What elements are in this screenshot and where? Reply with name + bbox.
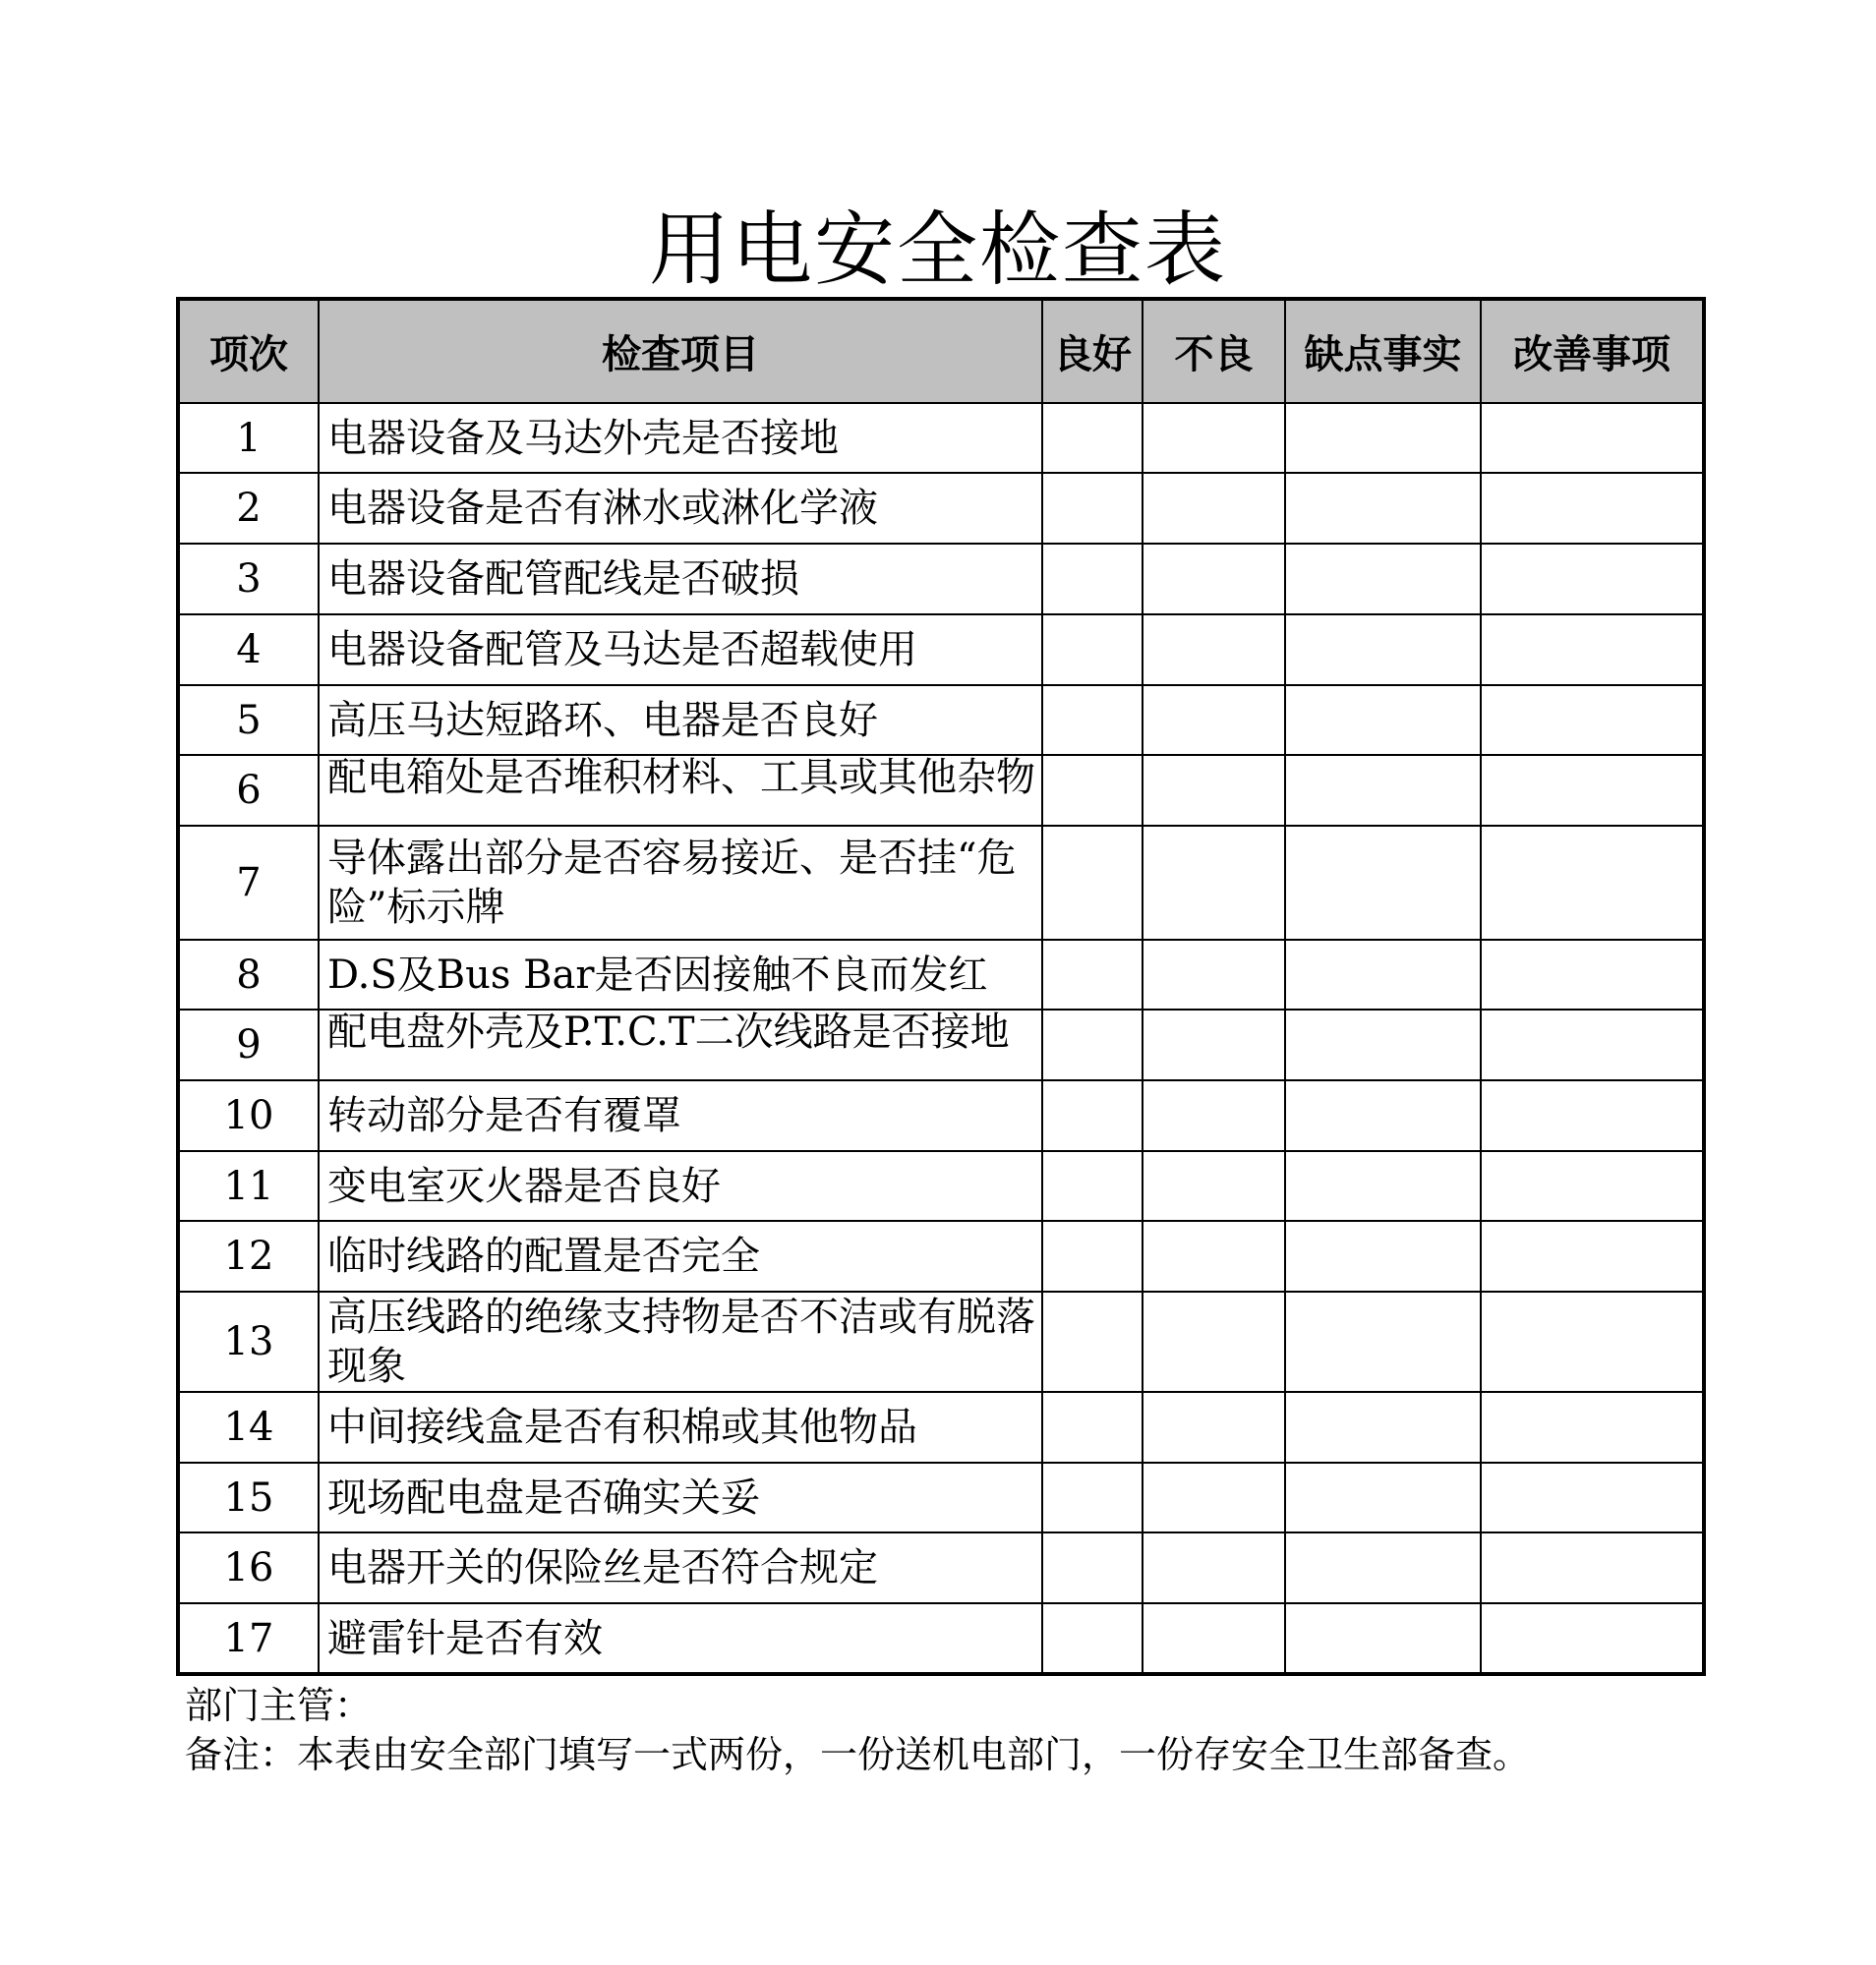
table-row [178,1292,1704,1392]
table-row [178,755,1704,826]
row-item: 电器设备配管配线是否破损 [319,544,1042,614]
bad-cell[interactable] [1143,614,1285,685]
improvement-cell[interactable] [1481,614,1704,685]
row-item [319,1010,1042,1080]
improvement-cell[interactable] [1481,1221,1704,1292]
bad-cell[interactable] [1143,826,1285,940]
table-header-row [178,299,1704,403]
bad-cell[interactable] [1143,755,1285,826]
column-header-bad: 不良 [1143,299,1285,403]
defect-facts-cell[interactable] [1285,755,1481,826]
bad-cell[interactable] [1143,1292,1285,1392]
row-item: 避雷针是否有效 [319,1603,1042,1674]
good-cell[interactable] [1042,1392,1143,1463]
row-item: 变电室灭火器是否良好 [319,1151,1042,1221]
table-row [178,1080,1704,1151]
improvement-cell[interactable] [1481,473,1704,544]
improvement-cell[interactable] [1481,544,1704,614]
good-cell[interactable] [1042,685,1143,755]
bad-cell[interactable] [1143,1392,1285,1463]
row-item-text: 配电箱处是否堆积材料、工具或其他杂物 [327,756,1035,800]
row-number: 16 [178,1532,319,1603]
improvement-cell[interactable] [1481,1532,1704,1603]
supervisor-label: 部门主管： [185,1684,373,1727]
improvement-cell[interactable] [1481,1603,1704,1674]
row-item: 电器设备配管及马达是否超载使用 [319,614,1042,685]
good-cell[interactable] [1042,1463,1143,1532]
good-cell[interactable] [1042,544,1143,614]
good-cell[interactable] [1042,614,1143,685]
row-number: 11 [178,1151,319,1221]
bad-cell[interactable] [1143,1463,1285,1532]
improvement-cell[interactable] [1481,1080,1704,1151]
good-cell[interactable] [1042,1010,1143,1080]
row-item [319,755,1042,826]
row-item: 转动部分是否有覆罩 [319,1080,1042,1151]
row-item: 现场配电盘是否确实关妥 [319,1463,1042,1532]
defect-facts-cell[interactable] [1285,1532,1481,1603]
row-number: 1 [178,403,319,473]
defect-facts-cell[interactable] [1285,544,1481,614]
column-header-item: 检查项目 [319,299,1042,403]
improvement-cell[interactable] [1481,1292,1704,1392]
defect-facts-cell[interactable] [1285,1292,1481,1392]
bad-cell[interactable] [1143,1603,1285,1674]
row-number: 2 [178,473,319,544]
table-row [178,1151,1704,1221]
table-row [178,473,1704,544]
improvement-cell[interactable] [1481,826,1704,940]
page-title: 用电安全检查表 [648,203,1227,297]
table-row [178,614,1704,685]
row-number: 15 [178,1463,319,1532]
defect-facts-cell[interactable] [1285,614,1481,685]
defect-facts-cell[interactable] [1285,685,1481,755]
table-row [178,1603,1704,1674]
good-cell[interactable] [1042,1221,1143,1292]
row-item: 高压马达短路环、电器是否良好 [319,685,1042,755]
table-row [178,403,1704,473]
row-item-text: 配电盘外壳及P.T.C.T二次线路是否接地 [327,1011,1010,1055]
table-row [178,544,1704,614]
improvement-cell[interactable] [1481,403,1704,473]
row-number: 13 [178,1292,319,1392]
bad-cell[interactable] [1143,1532,1285,1603]
row-number: 17 [178,1603,319,1674]
row-number: 7 [178,826,319,940]
defect-facts-cell[interactable] [1285,826,1481,940]
improvement-cell[interactable] [1481,685,1704,755]
improvement-cell[interactable] [1481,1151,1704,1221]
bad-cell[interactable] [1143,403,1285,473]
row-item: 电器设备及马达外壳是否接地 [319,403,1042,473]
table-row [178,826,1704,940]
column-header-no: 项次 [178,299,319,403]
bad-cell[interactable] [1143,1221,1285,1292]
good-cell[interactable] [1042,473,1143,544]
defect-facts-cell[interactable] [1285,473,1481,544]
row-item: 中间接线盒是否有积棉或其他物品 [319,1392,1042,1463]
defect-facts-cell[interactable] [1285,940,1481,1010]
row-number: 9 [178,1010,319,1080]
column-header-improvement: 改善事项 [1481,299,1704,403]
defect-facts-cell[interactable] [1285,1221,1481,1292]
column-header-defect-facts: 缺点事实 [1285,299,1481,403]
row-item: 电器开关的保险丝是否符合规定 [319,1532,1042,1603]
bad-cell[interactable] [1143,473,1285,544]
good-cell[interactable] [1042,1603,1143,1674]
bad-cell[interactable] [1143,1151,1285,1221]
good-cell[interactable] [1042,1080,1143,1151]
defect-facts-cell[interactable] [1285,1463,1481,1532]
improvement-cell[interactable] [1481,755,1704,826]
row-number: 6 [178,755,319,826]
good-cell[interactable] [1042,403,1143,473]
bad-cell[interactable] [1143,940,1285,1010]
row-number: 4 [178,614,319,685]
good-cell[interactable] [1042,826,1143,940]
bad-cell[interactable] [1143,1080,1285,1151]
table-row [178,1010,1704,1080]
improvement-cell[interactable] [1481,1392,1704,1463]
good-cell[interactable] [1042,940,1143,1010]
bad-cell[interactable] [1143,1010,1285,1080]
row-item: 导体露出部分是否容易接近、是否挂“危险”标示牌 [319,826,1042,940]
table-row [178,1532,1704,1603]
table-row [178,1392,1704,1463]
improvement-cell[interactable] [1481,1010,1704,1080]
good-cell[interactable] [1042,1151,1143,1221]
defect-facts-cell[interactable] [1285,1603,1481,1674]
row-number: 10 [178,1080,319,1151]
row-number: 8 [178,940,319,1010]
bad-cell[interactable] [1143,544,1285,614]
table-row [178,1463,1704,1532]
table-row [178,940,1704,1010]
row-number: 5 [178,685,319,755]
row-item: 高压线路的绝缘支持物是否不洁或有脱落现象 [319,1292,1042,1392]
defect-facts-cell[interactable] [1285,1080,1481,1151]
defect-facts-cell[interactable] [1285,1151,1481,1221]
defect-facts-cell[interactable] [1285,403,1481,473]
row-number: 14 [178,1392,319,1463]
good-cell[interactable] [1042,1532,1143,1603]
row-number: 12 [178,1221,319,1292]
good-cell[interactable] [1042,755,1143,826]
improvement-cell[interactable] [1481,1463,1704,1532]
footer-note: 备注：本表由安全部门填写一式两份，一份送机电部门，一份存安全卫生部备查。 [185,1733,1531,1776]
bad-cell[interactable] [1143,685,1285,755]
inspection-table [176,297,1706,1676]
improvement-cell[interactable] [1481,940,1704,1010]
defect-facts-cell[interactable] [1285,1392,1481,1463]
row-item: D.S及Bus Bar是否因接触不良而发红 [319,940,1042,1010]
table-row [178,685,1704,755]
column-header-good: 良好 [1042,299,1143,403]
defect-facts-cell[interactable] [1285,1010,1481,1080]
good-cell[interactable] [1042,1292,1143,1392]
row-number: 3 [178,544,319,614]
table-row [178,1221,1704,1292]
row-item: 临时线路的配置是否完全 [319,1221,1042,1292]
row-item: 电器设备是否有淋水或淋化学液 [319,473,1042,544]
